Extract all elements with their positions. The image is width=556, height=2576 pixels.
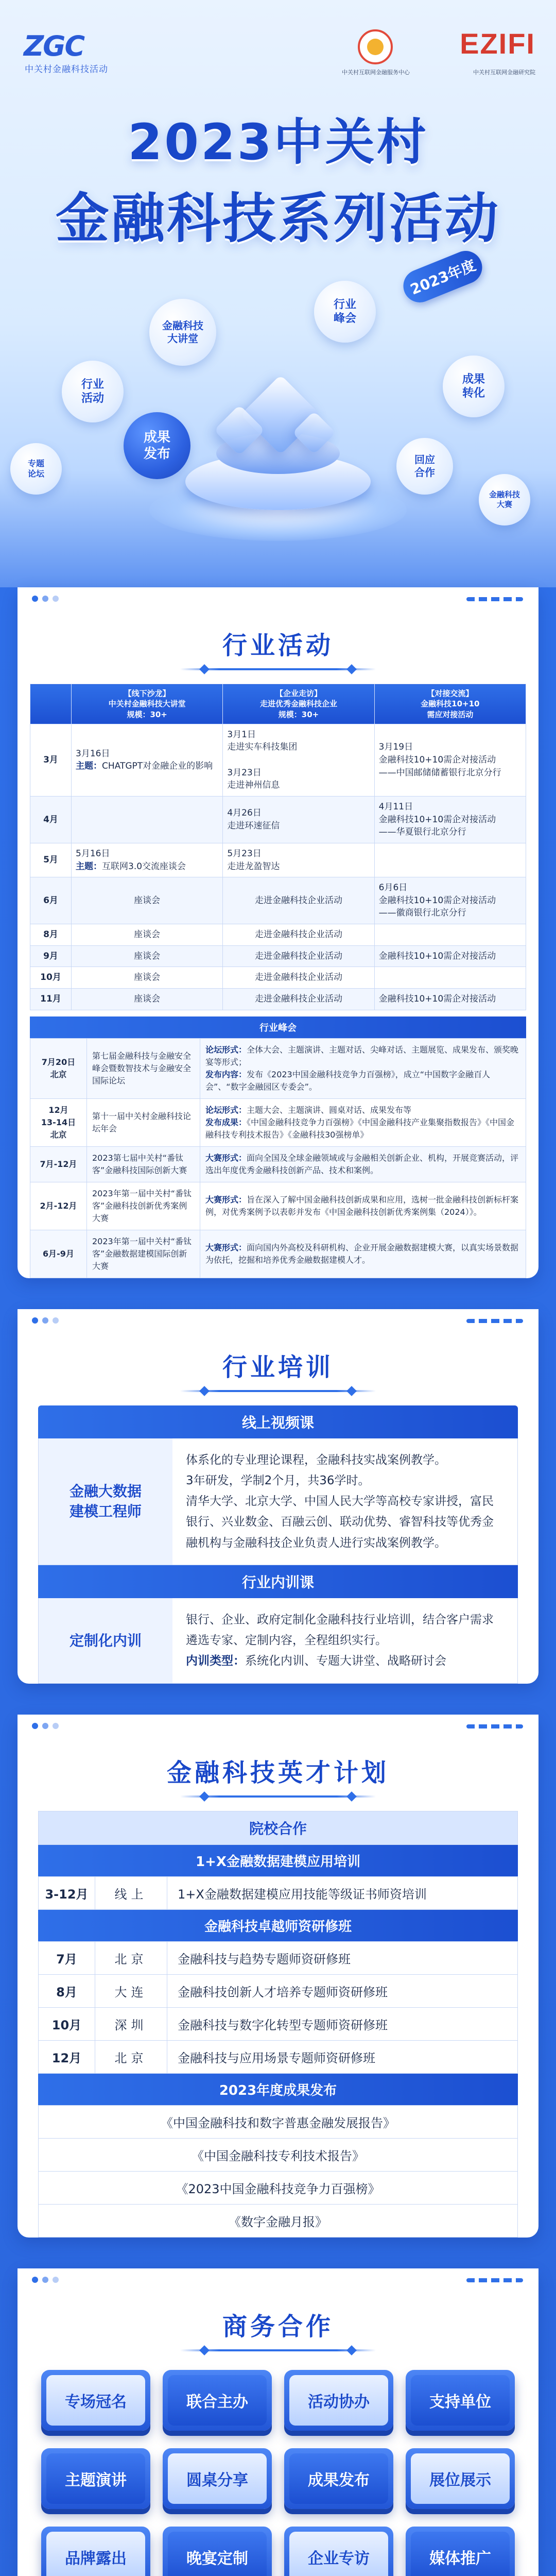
activity-row [30,796,526,843]
plan-cell: 3-12月 [39,1876,95,1909]
activity-exchange [374,924,526,946]
activity-row [30,877,526,924]
activity-visit: 走进金融科技企业活动 [223,945,374,967]
activity-exchange [374,843,526,877]
year-badge: 2023年度 [398,246,487,307]
business-grid [18,2365,538,2576]
talent-title: 金融科技英才计划 [166,1758,389,1787]
publication-item: 《2023中国金融科技竞争力百强榜》 [39,2171,517,2204]
header-exchange: 【对接交流】 金融科技10+10 需应对接活动 [374,684,526,724]
emblem-icon [358,29,393,64]
offline-course-label: 定制化内训 [39,1598,172,1683]
online-course-header: 线上视频课 [38,1405,518,1438]
bubble-transform: 成果 转化 [443,355,505,417]
bubble-contest: 金融科技 大赛 [479,474,530,526]
business-item-label: 圆桌分享 [168,2453,267,2504]
business-item[interactable] [163,2448,272,2509]
plan-row [39,2040,518,2073]
summit-name: 第七届金融科技与金融安全峰会暨数智技术与金融安全国际论坛 [87,1038,200,1098]
summit-name: 2023第七届中关村“番钛客”金融科技国际创新大赛 [87,1146,200,1182]
summit-row [30,1098,526,1146]
summit-when: 2月-12月 [30,1182,87,1230]
bubble-forum: 专题 论坛 [10,443,62,495]
activity-month: 4月 [30,796,72,843]
business-title: 商务合作 [222,2312,334,2341]
bubble-release: 成果 发布 [124,412,190,479]
business-item-label: 成果发布 [289,2453,388,2504]
plan-cell: 线上 [95,1876,167,1909]
plan-cell: 1+X金融数据建模应用技能等级证书师资培训 [167,1876,518,1909]
activity-row [30,843,526,877]
activity-salon: 座谈会 [72,967,223,989]
online-course-row [38,1438,518,1565]
elite-header: 金融科技卓越师资研修班 [38,1910,518,1941]
business-item[interactable] [284,2527,393,2576]
publication-list [38,2105,518,2238]
bubble-cooperation: 回应 合作 [396,438,453,495]
activity-salon: 座谈会 [72,989,223,1010]
business-item[interactable] [406,2448,515,2509]
zgc-logo [24,30,158,75]
activity-visit: 走进金融科技企业活动 [223,967,374,989]
business-item[interactable] [284,2448,393,2509]
activity-month: 5月 [30,843,72,877]
industry-title: 行业活动 [222,631,334,660]
business-item[interactable] [163,2527,272,2576]
plan-cell: 金融科技与趋势专题师资研修班 [167,1941,518,1974]
bubble-summit: 行业 峰会 [314,281,376,343]
summit-desc: 大赛形式：旨在深入了解中国金融科技创新成果和应用，选树一批金融科技创新标杆案例，对优秀案例予以表彰并发布《中国金融科技创新优秀案例集（2024）》。 [200,1182,526,1230]
publication-item: 《中国金融科技和数字普惠金融发展报告》 [39,2105,517,2138]
plan-cell: 金融科技与应用场景专题师资研修班 [167,2040,518,2073]
bubble-lecture: 金融科技 大讲堂 [149,299,216,366]
activity-salon [72,796,223,843]
plan-cell: 8月 [39,1974,95,2007]
summit-header: 行业峰会 [30,1016,526,1038]
summit-desc: 大赛形式：面向全国及全球金融领域或与金融相关创新企业、机构，开展竞赛活动，评选出年度优秀金融科技创新产品、技术和案例。 [200,1146,526,1182]
activity-exchange: 金融科技10+10需企对接活动 [374,945,526,967]
activity-exchange: 6月6日 金融科技10+10需企对接活动 ——徽商银行北京分行 [374,877,526,924]
ezfi-caption: 中关村互联网金融研究院 [473,69,535,76]
business-item-label: 联合主办 [168,2375,267,2426]
summit-when: 6月-9月 [30,1230,87,1278]
partner-logos [329,27,535,78]
business-item[interactable] [41,2527,150,2576]
activity-salon: 3月16日 主题：CHATGPT对金融企业的影响 [72,724,223,796]
plan-cell: 金融科技与数字化转型专题师资研修班 [167,2007,518,2040]
offline-course-row [38,1598,518,1684]
business-item[interactable] [406,2527,515,2576]
offline-course-header: 行业内训课 [38,1565,518,1598]
business-item-label: 晚宴定制 [168,2532,267,2576]
training-card [18,1309,538,1684]
summit-row [30,1146,526,1182]
plan-row [39,1876,518,1909]
activity-visit: 走进金融科技企业活动 [223,924,374,946]
summit-when: 12月 13-14日 北京 [30,1098,87,1146]
business-item-label: 媒体推广 [411,2532,510,2576]
plan-cell: 北京 [95,1941,167,1974]
summit-name: 2023年第一届中关村“番钛客”金融科技创新优秀案例大赛 [87,1182,200,1230]
activity-month: 3月 [30,724,72,796]
publication-header: 2023年度成果发布 [38,2074,518,2105]
summit-when: 7月20日 北京 [30,1038,87,1098]
elite-table [38,1941,518,2074]
business-item-label: 品牌露出 [46,2532,145,2576]
plan-cell: 7月 [39,1941,95,1974]
business-item-label: 支持单位 [411,2375,510,2426]
header-month [30,684,72,724]
activity-exchange: 金融科技10+10需企对接活动 [374,989,526,1010]
activity-table [30,684,526,1010]
plan-cell: 12月 [39,2040,95,2073]
card-decoration [18,587,538,610]
summit-desc: 论坛形式：全体大会、主题演讲、主题对话、尖峰对话、主题展览、成果发布、颁奖晚宴等形式； 发布内容：发布《2023中国金融科技竞争力百强榜》，成立“中国数字金融百人会”、“数字金融园区专委会”。 [200,1038,526,1098]
activity-exchange: 3月19日 金融科技10+10需企对接活动 ——中国邮储储蓄银行北京分行 [374,724,526,796]
activity-exchange: 4月11日 金融科技10+10需企对接活动 ——华夏银行北京分行 [374,796,526,843]
business-item-label: 专场冠名 [46,2375,145,2426]
plan-row [39,1941,518,1974]
summit-row [30,1182,526,1230]
activity-visit: 走进金融科技企业活动 [223,877,374,924]
summit-desc: 论坛形式：主题大会、主题演讲、圆桌对话、成果发布等 发布成果：《中国金融科技竞争力百强榜》《中国金融科技产业集聚指数报告》《中国金融科技专利技术报告》《金融科技30强榜单》 [200,1098,526,1146]
activity-month: 11月 [30,989,72,1010]
offline-course-types: 内训类型：系统化内训、专题大讲堂、战略研讨会 [186,1654,446,1668]
header-visit: 【企业走访】 走进优秀金融科技企业 规模：30+ [223,684,374,724]
school-cooperation-sub: 1+X金融数据建模应用培训 [38,1845,518,1876]
activity-month: 10月 [30,967,72,989]
activity-visit: 5月23日 走进龙盈智达 [223,843,374,877]
summit-row [30,1230,526,1278]
business-item[interactable] [284,2370,393,2431]
offline-course-body [172,1598,517,1683]
business-item[interactable] [163,2370,272,2431]
offline-course-desc: 银行、企业、政府定制化金融科技行业培训，结合客户需求遴选专家、定制内容，全程组织实行。 [186,1613,494,1648]
business-card [18,2268,538,2576]
plan-cell: 北京 [95,2040,167,2073]
online-course-body: 体系化的专业理论课程，金融科技实战案例教学。 3年研发，学制2个月，共36学时。 清华大学、北京大学、中国人民大学等高校专家讲授，富民银行、兴业数金、百融云创、联动优势、睿智科技等优秀金融机构与金融科技企业负责人进行实战案例教学。 [186,1453,494,1550]
zgc-logo-mark: ZGC [24,30,84,62]
business-item-label: 活动协办 [289,2375,388,2426]
activity-row [30,967,526,989]
activity-month: 9月 [30,945,72,967]
plan-cell: 深圳 [95,2007,167,2040]
summit-when: 7月-12月 [30,1146,87,1182]
summit-desc: 大赛形式：面向国内外高校及科研机构、企业开展金融数据建模大赛，以真实场景数据为依托，挖掘和培养优秀金融数据建模人才。 [200,1230,526,1278]
publication-item: 《数字金融月报》 [39,2204,517,2237]
school-table [38,1876,518,1910]
activity-visit: 3月1日 走进实车科技集团 3月23日 走进神州信息 [223,724,374,796]
business-item[interactable] [41,2370,150,2431]
activity-salon: 座谈会 [72,924,223,946]
activity-table-header [30,684,526,724]
header-salon: 【线下沙龙】 中关村金融科技大讲堂 规模：30+ [72,684,223,724]
publication-item: 《中国金融科技专利技术报告》 [39,2138,517,2171]
plan-row [39,1974,518,2007]
plan-row [39,2007,518,2040]
bubble-activity: 行业 活动 [62,361,124,422]
plan-cell: 金融科技创新人才培养专题师资研修班 [167,1974,518,2007]
business-item-label: 企业专访 [289,2532,388,2576]
activity-row [30,924,526,946]
hero-title-line1: 2023中关村 [128,113,428,171]
activity-row [30,945,526,967]
school-cooperation-header: 院校合作 [38,1811,518,1845]
activity-salon: 5月16日 主题：互联网3.0交流座谈会 [72,843,223,877]
activity-salon: 座谈会 [72,877,223,924]
zgc-logo-subtitle: 中关村金融科技活动 [25,64,108,75]
online-course-label: 金融大数据 建模工程师 [39,1438,172,1565]
business-item-label: 展位展示 [411,2453,510,2504]
hero-banner [0,0,556,587]
activity-month: 6月 [30,877,72,924]
summit-name: 2023年第一届中关村“番钛客”金融数据建模国际创新大赛 [87,1230,200,1278]
emblem-caption: 中关村互联网金融服务中心 [342,69,410,76]
summit-row [30,1038,526,1098]
business-item-label: 主题演讲 [46,2453,145,2504]
summit-name: 第十一届中关村金融科技论坛年会 [87,1098,200,1146]
industry-activity-card [18,587,538,1278]
summit-table [30,1038,526,1278]
activity-month: 8月 [30,924,72,946]
hero-illustration [129,392,427,546]
activity-row [30,989,526,1010]
training-title: 行业培训 [222,1352,334,1382]
ezfi-logo: EZIFI [460,27,535,60]
plan-cell: 大连 [95,1974,167,2007]
activity-visit: 走进金融科技企业活动 [223,989,374,1010]
activity-salon: 座谈会 [72,945,223,967]
talent-plan-card [18,1715,538,2238]
activity-exchange [374,967,526,989]
activity-row [30,724,526,796]
business-item[interactable] [41,2448,150,2509]
plan-cell: 10月 [39,2007,95,2040]
hero-title-line2: 金融科技系列活动 [55,187,500,250]
business-item[interactable] [406,2370,515,2431]
activity-visit: 4月26日 走进环速征信 [223,796,374,843]
